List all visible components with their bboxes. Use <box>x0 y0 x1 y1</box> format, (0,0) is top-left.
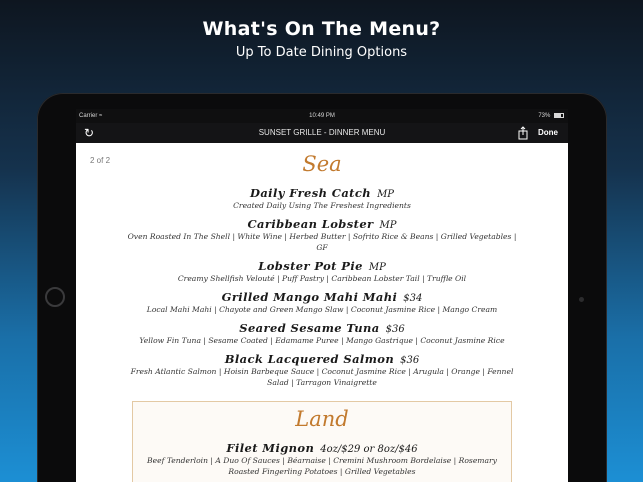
menu-item <box>76 319 568 346</box>
promo-subtitle: Up To Date Dining Options <box>235 45 408 60</box>
dish-name: Lobster Pot Pie <box>258 259 363 273</box>
dish-price: $36 <box>385 324 405 335</box>
menu-item <box>76 350 568 388</box>
camera-dot <box>579 297 584 302</box>
dish-title-line <box>76 215 568 231</box>
page-indicator: 2 of 2 <box>90 156 111 165</box>
dish-name: Filet Mignon <box>226 441 315 455</box>
dish-description: Creamy Shellfish Velouté | Puff Pastry | Caribbean Lobster Tail | Truffle Oil <box>177 274 467 283</box>
dish-description: Yellow Fin Tuna | Sesame Coated | Edamame Puree | Mango Gastrique | Coconut Jasmine Rice <box>139 336 505 345</box>
dish-title-line <box>133 439 511 455</box>
dish-title-line <box>76 319 568 335</box>
home-button <box>45 287 65 307</box>
dish-description: Beef Tenderloin | A Duo Of Sauces | Béarnaise | Cremini Mushroom Bordelaise | Rosemary Roasted Fingerling Potatoes | Grilled Vegetables <box>147 456 497 476</box>
menu-item <box>76 257 568 284</box>
dish-price: 4oz/$29 or 8oz/$46 <box>320 444 418 455</box>
refresh-icon[interactable]: ↻ <box>84 126 95 140</box>
section-heading-sea: Sea <box>302 152 342 176</box>
dish-name: Black Lacquered Salmon <box>224 352 395 366</box>
battery-percent: 73% <box>538 113 551 120</box>
dish-name: Caribbean Lobster <box>247 217 374 231</box>
dish-description: Created Daily Using The Freshest Ingredients <box>233 201 411 210</box>
land-dish-list <box>133 439 511 477</box>
dish-price: MP <box>379 220 397 231</box>
land-section <box>132 401 512 482</box>
promo-title: What's On The Menu? <box>202 18 441 40</box>
menu-item <box>76 215 568 253</box>
dish-title-line <box>76 184 568 200</box>
share-icon[interactable] <box>516 126 530 140</box>
menu-item <box>76 184 568 211</box>
status-bar <box>76 109 568 123</box>
dish-name: Seared Sesame Tuna <box>239 321 380 335</box>
dish-description: Fresh Atlantic Salmon | Hoisin Barbeque Sauce | Coconut Jasmine Rice | Arugula | Orange | Fennel Salad | Tarragon Vinaigrette <box>130 367 514 387</box>
dish-price: MP <box>368 262 386 273</box>
status-time: 10:49 PM <box>309 113 335 119</box>
battery-icon <box>554 113 564 118</box>
dish-price: $36 <box>400 355 420 366</box>
dish-name: Grilled Mango Mahi Mahi <box>221 290 398 304</box>
dish-name: Daily Fresh Catch <box>249 186 372 200</box>
dish-price: $34 <box>403 293 423 304</box>
dish-title-line <box>76 257 568 273</box>
app-screen <box>76 109 568 482</box>
menu-content[interactable] <box>76 145 568 395</box>
section-heading-land: Land <box>295 407 349 431</box>
dish-title-line <box>76 288 568 304</box>
menu-item <box>76 392 568 395</box>
nav-title: SUNSET GRILLE - DINNER MENU <box>258 128 386 137</box>
menu-item <box>133 439 511 477</box>
dish-title-line <box>76 350 568 366</box>
battery-status <box>538 113 564 119</box>
carrier-text: Carrier <box>79 113 98 119</box>
dish-name <box>244 394 375 395</box>
dish-description: Local Mahi Mahi | Chayote and Green Mango Slaw | Coconut Jasmine Rice | Mango Cream <box>146 305 498 314</box>
dish-description: Oven Roasted In The Shell | White Wine | Herbed Butter | Sofrito Rice & Beans | Grilled Vegetables | GF <box>127 232 517 252</box>
dish-price: MP <box>377 189 395 200</box>
dish-title-line <box>76 392 568 395</box>
navigation-bar <box>76 123 568 143</box>
sea-dish-list <box>76 184 568 395</box>
done-button[interactable]: Done <box>538 128 558 137</box>
wifi-icon: ≈ <box>99 113 103 119</box>
menu-item <box>76 288 568 315</box>
